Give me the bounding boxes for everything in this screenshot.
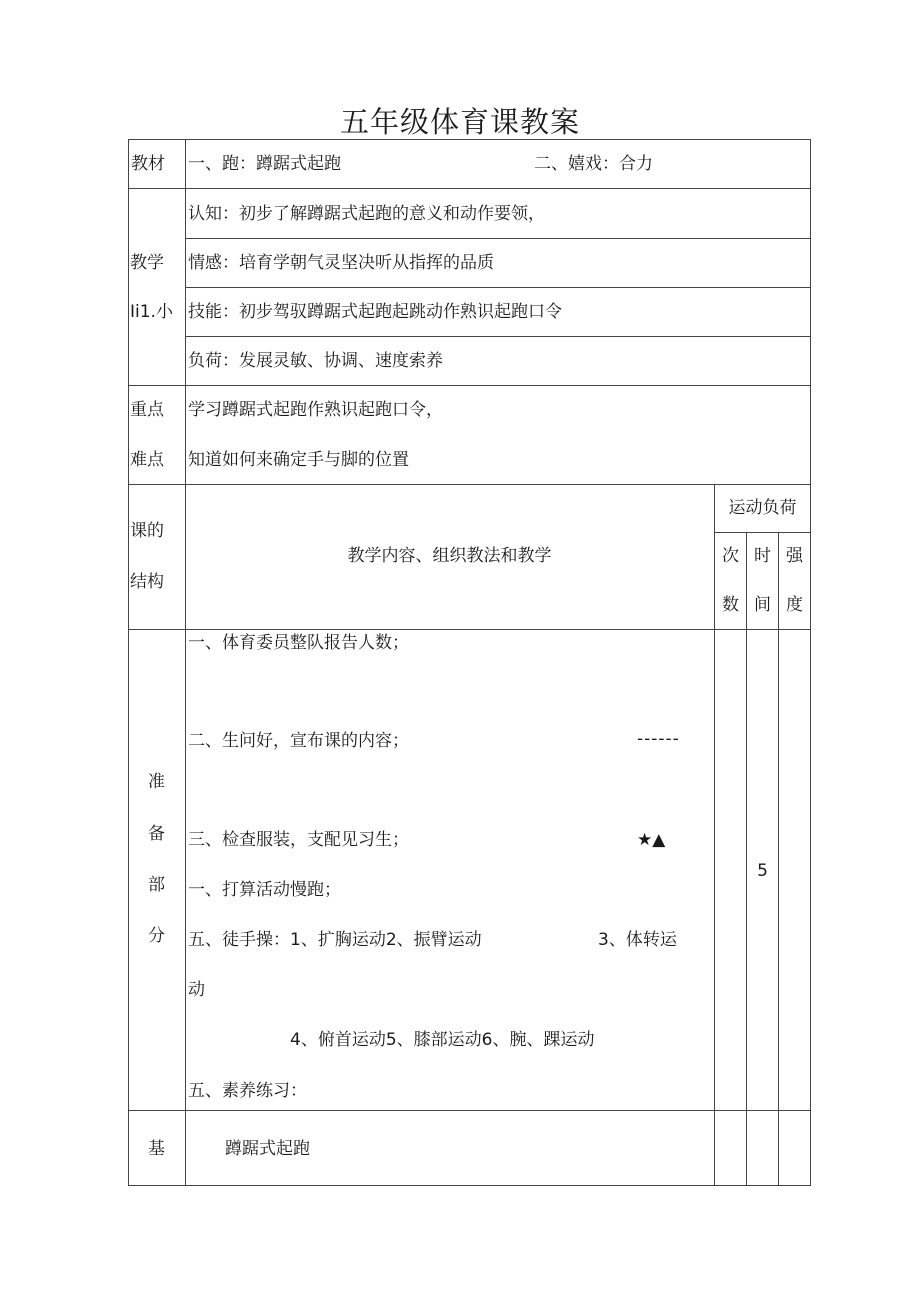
prep-line-5b: 3、体转运 [598,930,677,950]
preparation-label-char: 备 [148,824,165,844]
basic-label: 基 [148,1139,165,1159]
key-point-label: 重点 [130,400,164,420]
prep-line-3: 三、检查服装，支配见习生； [188,830,409,850]
materials-item-2: 二、嬉戏：合力 [534,154,653,174]
count-header: 次 [722,546,739,566]
table-line [128,139,811,140]
table-line [714,484,715,1186]
difficulty-label: 难点 [130,450,164,470]
key-point-text: 学习蹲踞式起跑作熟识起跑口令， [188,400,443,420]
table-line [128,188,811,189]
prep-dashes: ------ [637,729,680,749]
prep-time-value: 5 [757,861,768,881]
prep-line-6: 4、俯首运动5、膝部运动6、腕、踝运动 [290,1030,595,1050]
difficulty-text: 知道如何来确定手与脚的位置 [188,450,409,470]
objective-cognitive: 认知：初步了解蹲踞式起跑的意义和动作要领， [188,204,545,224]
basic-content: 蹲踞式起跑 [225,1139,310,1159]
preparation-label-char: 分 [148,926,165,946]
materials-label: 教材 [131,154,165,174]
preparation-label-char: 准 [148,772,165,792]
table-line [746,532,747,1186]
prep-line-5c: 动 [188,980,205,1000]
load-header: 运动负荷 [728,498,797,518]
objective-load: 负荷：发展灵敏、协调、速度索养 [188,351,443,371]
materials-item-1: 一、跑：蹲踞式起跑 [188,154,341,174]
objective-skill: 技能：初步驾驭蹲踞式起跑起跳动作熟识起跑口令 [188,302,562,322]
table-line [778,532,779,1186]
structure-label: 课的 [130,521,164,541]
prep-line-2: 二、生问好，宣布课的内容； [188,731,409,751]
table-line [185,139,186,1186]
table-line [185,287,811,288]
intensity-header: 强 [786,546,803,566]
prep-line-7: 五、素养练习： [188,1081,307,1101]
objective-emotion: 情感：培育学朝气灵坚决听从指挥的品质 [188,253,494,273]
page-title: 五年级体育课教案 [339,105,580,139]
table-line [128,484,811,485]
preparation-label-char: 部 [148,875,165,895]
content-header: 教学内容、组织教法和教学 [347,546,552,566]
table-line [128,1110,811,1111]
prep-line-1: 一、体育委员整队报告人数； [188,633,409,653]
table-line [185,238,811,239]
prep-symbols: ★▲ [637,830,666,850]
table-line [810,139,811,1186]
objectives-label-2: Ii1.小 [130,302,173,322]
table-line [714,532,811,533]
objectives-label: 教学 [130,253,164,273]
time-header-2: 间 [754,595,771,615]
prep-line-4: 一、打算活动慢跑； [188,880,341,900]
table-line [128,629,811,630]
table-line [128,139,129,1186]
prep-line-5: 五、徒手操：1、扩胸运动2、振臂运动 [188,930,482,950]
table-line [128,1185,811,1186]
intensity-header-2: 度 [786,595,803,615]
time-header: 时 [754,546,771,566]
count-header-2: 数 [722,595,739,615]
table-line [185,336,811,337]
table-line [128,385,811,386]
structure-label-2: 结构 [130,572,164,592]
